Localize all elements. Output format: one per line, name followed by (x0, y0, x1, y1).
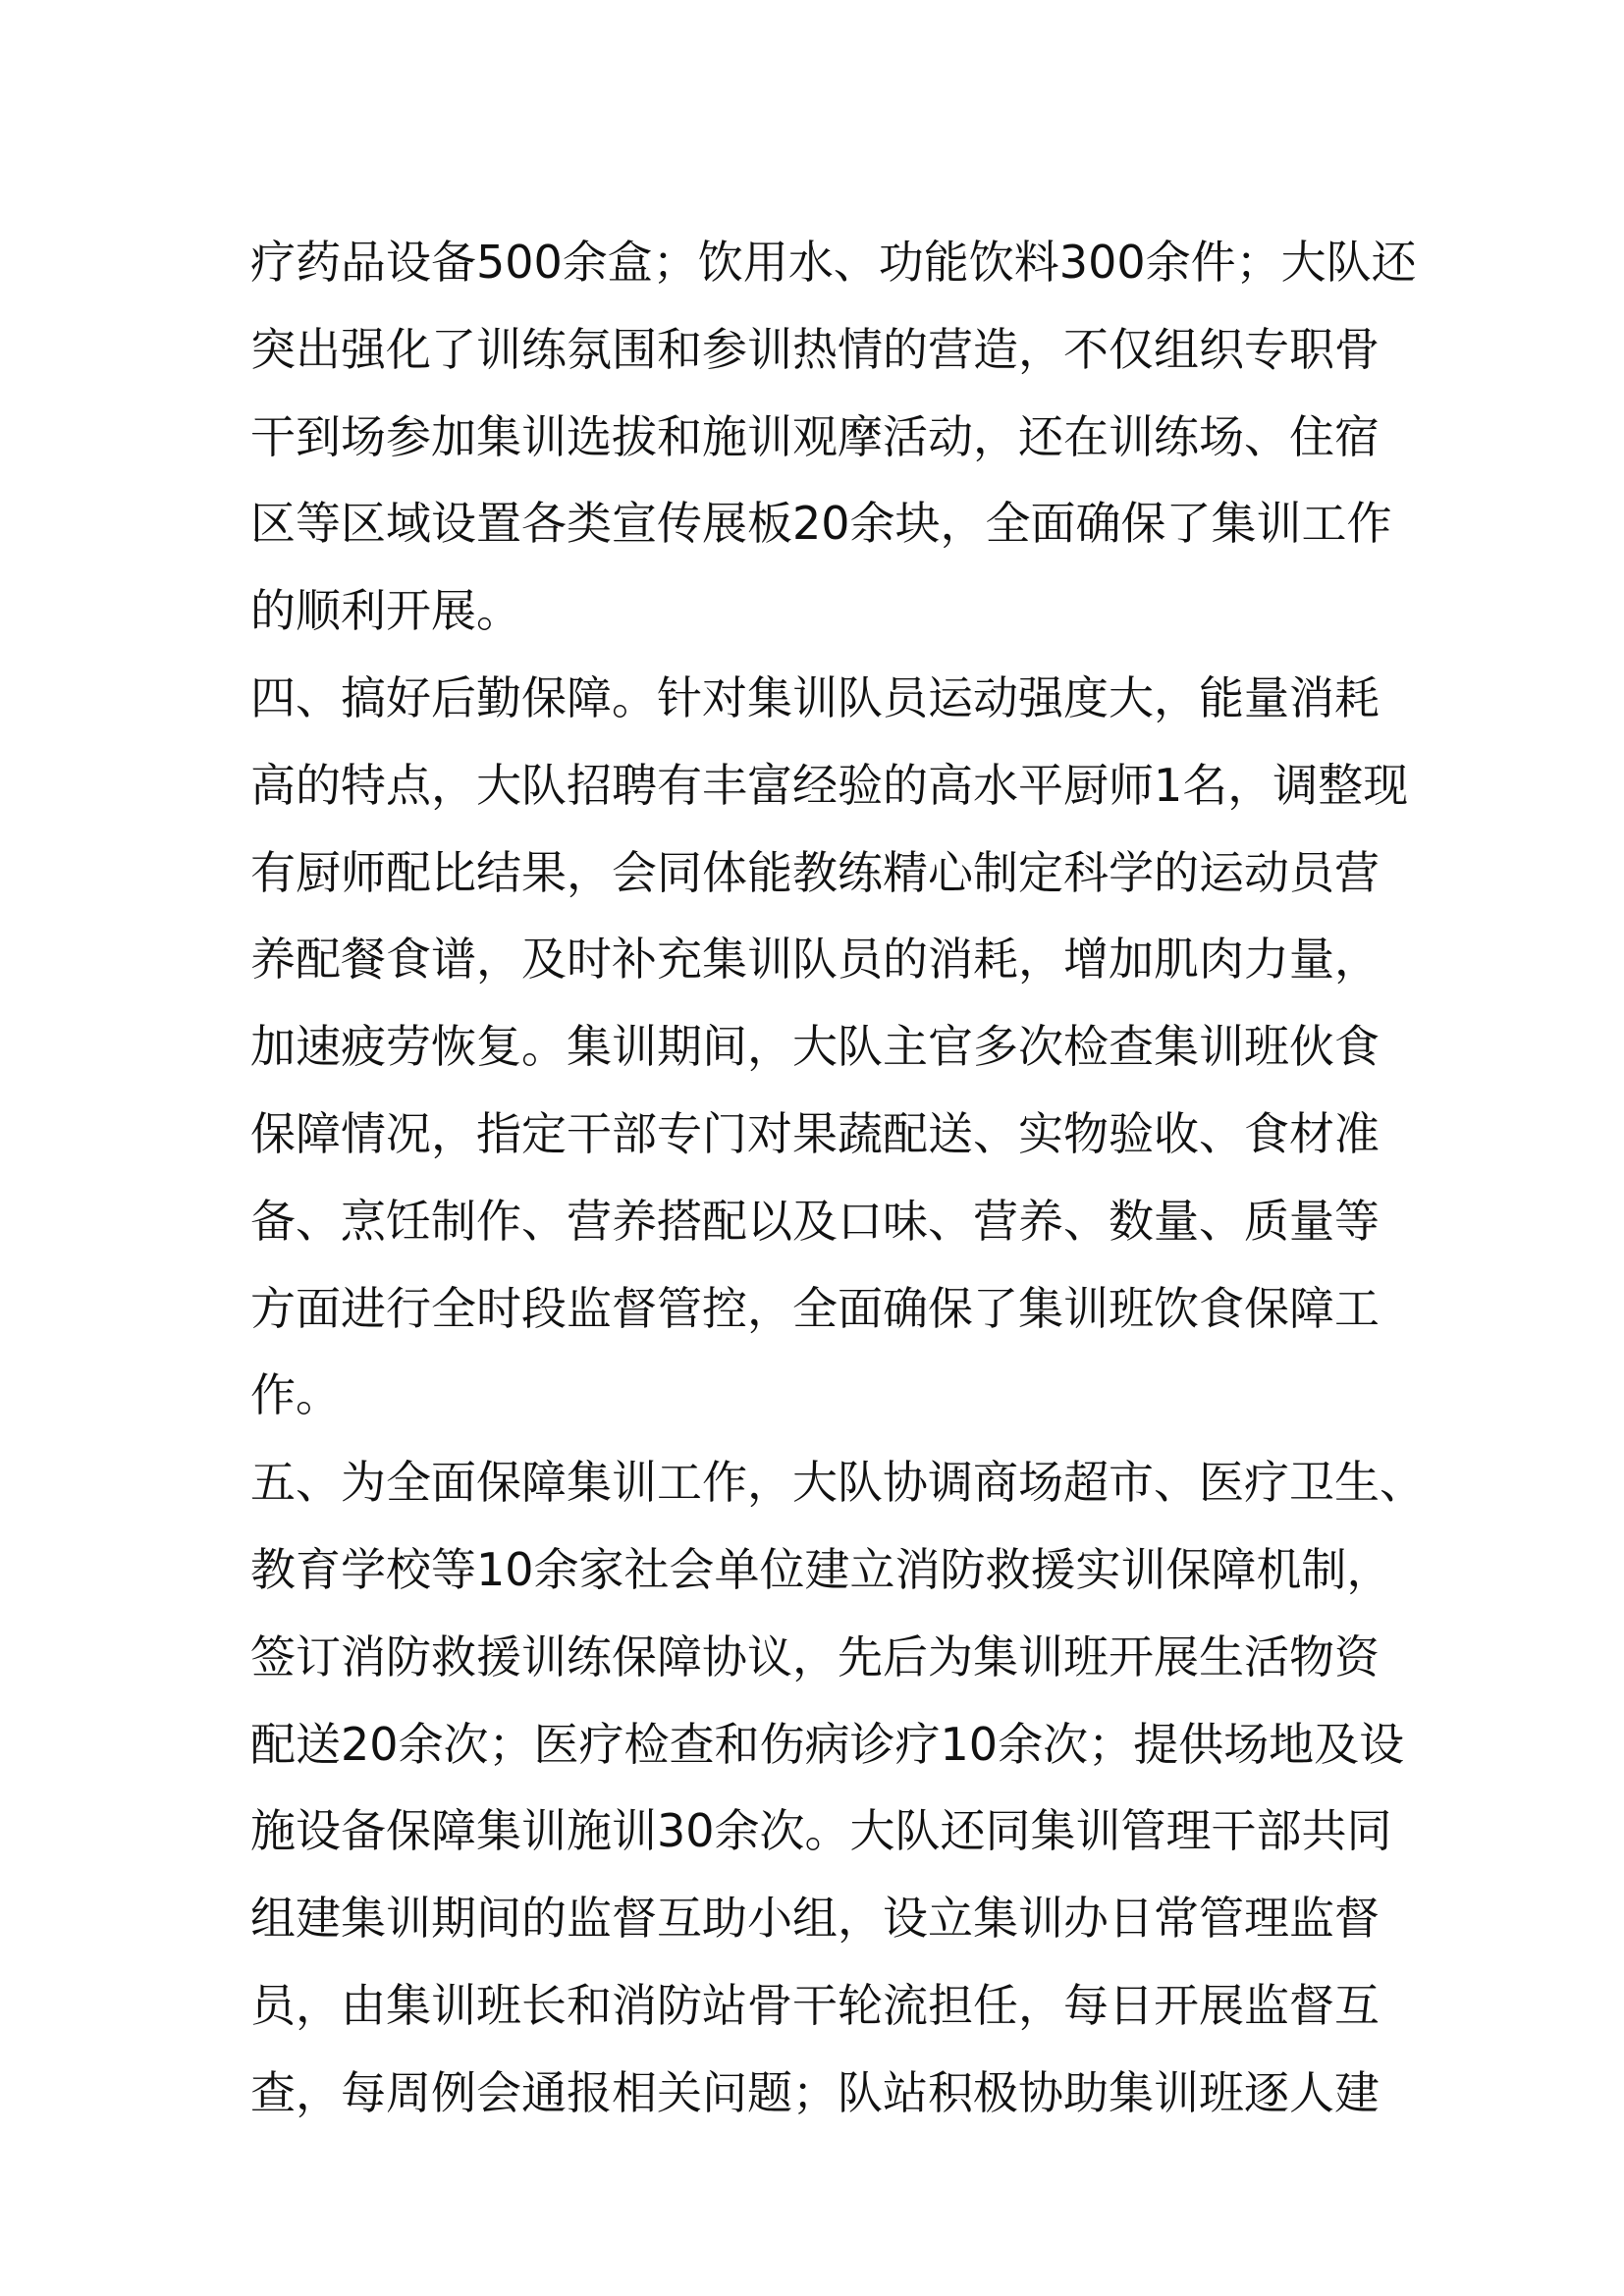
document-body (250, 219, 1425, 2137)
text-line: 的顺利开展。 (250, 584, 521, 638)
text-line: 疗药品设备500余盒；饮用水、功能饮料300余件；大队还 (250, 236, 1417, 289)
text-line: 养配餐食谱，及时补充集训队员的消耗，增加肌肉力量， (250, 933, 1380, 987)
text-line: 查，每周例会通报相关问题；队站积极协助集训班逐人建 (250, 2065, 1380, 2119)
text-line: 员，由集训班长和消防站骨干轮流担任，每日开展监督互 (250, 1978, 1380, 2032)
text-line: 突出强化了训练氛围和参训热情的营造，不仅组织专职骨 (250, 322, 1380, 376)
text-line: 作。 (250, 1368, 341, 1422)
text-line: 高的特点，大队招聘有丰富经验的高水平厨师1名，调整现 (250, 758, 1409, 812)
text-line: 干到场参加集训选拔和施训观摩活动，还在训练场、住宿 (250, 409, 1380, 463)
text-line: 区等区域设置各类宣传展板20余块，全面确保了集训工作 (250, 497, 1392, 551)
text-line: 方面进行全时段监督管控，全面确保了集训班饮食保障工 (250, 1281, 1380, 1335)
text-line: 配送20余次；医疗检查和伤病诊疗10余次；提供场地及设 (250, 1717, 1405, 1771)
text-line: 签订消防救援训练保障协议，先后为集训班开展生活物资 (250, 1629, 1380, 1683)
text-line: 加速疲劳恢复。集训期间，大队主官多次检查集训班伙食 (250, 1020, 1380, 1074)
text-line: 五、为全面保障集训工作，大队协调商场超市、医疗卫生、 (250, 1456, 1425, 1510)
text-line: 有厨师配比结果，会同体能教练精心制定科学的运动员营 (250, 845, 1380, 899)
text-line: 四、搞好后勤保障。针对集训队员运动强度大，能量消耗 (250, 670, 1380, 724)
text-line: 施设备保障集训施训30余次。大队还同集训管理干部共同 (250, 1804, 1392, 1858)
text-line: 备、烹饪制作、营养搭配以及口味、营养、数量、质量等 (250, 1194, 1380, 1248)
text-line: 组建集训期间的监督互助小组，设立集训办日常管理监督 (250, 1892, 1380, 1946)
text-line: 教育学校等10余家社会单位建立消防救援实训保障机制， (250, 1542, 1392, 1596)
text-line: 保障情况，指定干部专门对果蔬配送、实物验收、食材准 (250, 1106, 1380, 1160)
